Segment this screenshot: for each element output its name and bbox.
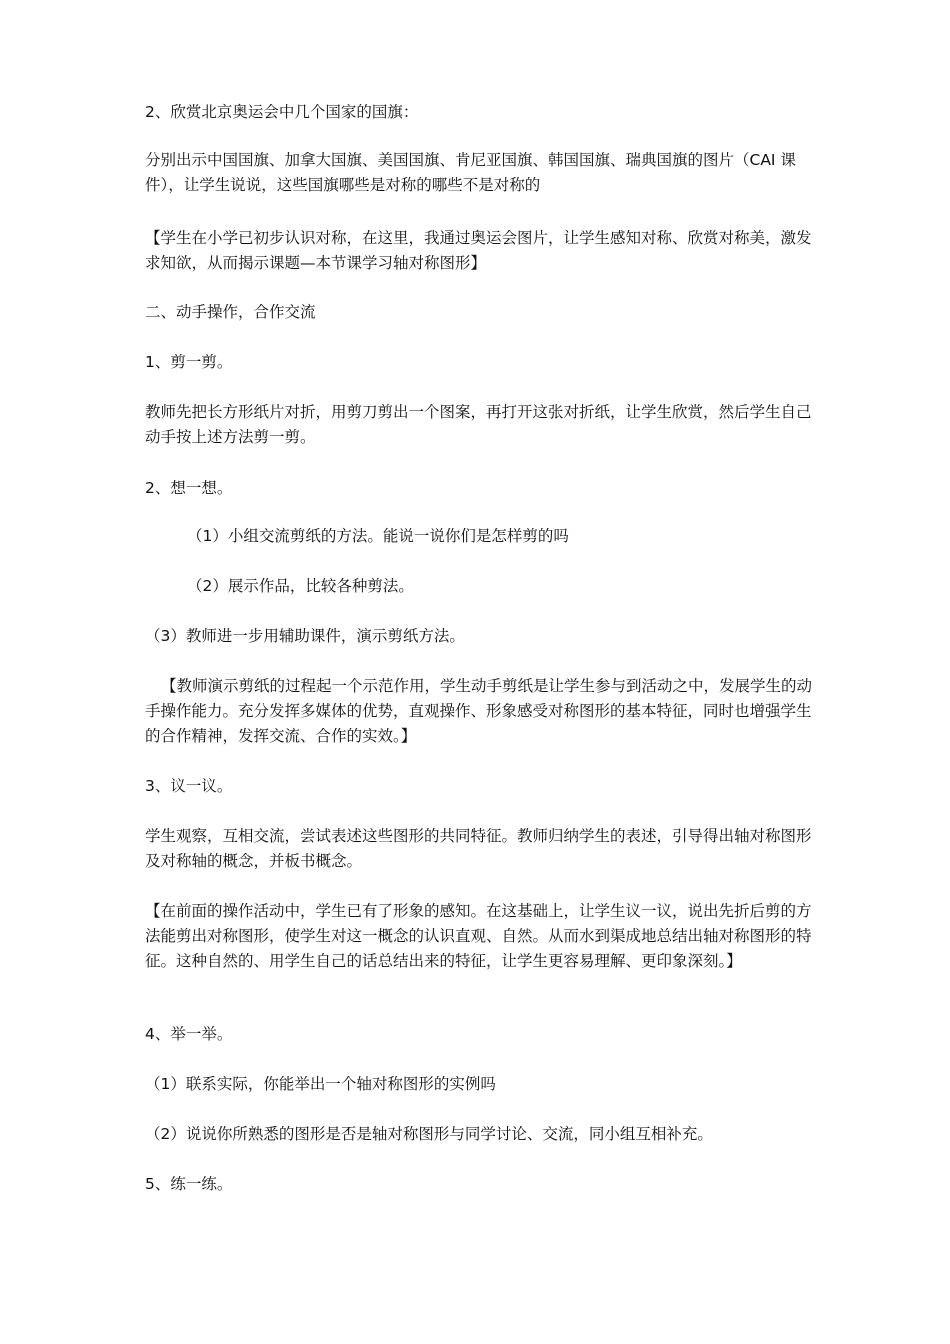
paragraph-think-item-1: （1）小组交流剪纸的方法。能说一说你们是怎样剪的吗 (187, 527, 569, 545)
paragraph-teacher-cuts: 教师先把长方形纸片对折，用剪刀剪出一个图案，再打开这张对折纸，让学生欣赏，然后学生自己动手按上述方法剪一剪。 (145, 403, 812, 446)
paragraph-students-observe: 学生观察，互相交流，尝试表述这些图形的共同特征。教师归纳学生的表述，引导得出轴对称图形及对称轴的概念，并板书概念。 (145, 827, 812, 870)
paragraph-think-item-3: （3）教师进一步用辅助课件，演示剪纸方法。 (145, 627, 465, 645)
paragraph-appreciate-flags-heading: 2、欣赏北京奥运会中几个国家的国旗： (145, 103, 419, 121)
paragraph-think-heading: 2、想一想。 (145, 479, 233, 497)
paragraph-examples-item-2: （2）说说你所熟悉的图形是否是轴对称图形与同学讨论、交流，同小组互相补充。 (145, 1125, 713, 1143)
paragraph-note-symmetry-intro: 【学生在小学已初步认识对称，在这里，我通过奥运会图片，让学生感知对称、欣赏对称美，激发求知欲，从而揭示课题—本节课学习轴对称图形】 (145, 229, 812, 272)
paragraph-discuss-heading: 3、议一议。 (145, 777, 233, 795)
paragraph-show-flags: 分别出示中国国旗、加拿大国旗、美国国旗、肯尼亚国旗、韩国国旗、瑞典国旗的图片（CAI 课件），让学生说说，这些国旗哪些是对称的哪些不是对称的 (145, 151, 796, 194)
paragraph-cut-heading: 1、剪一剪。 (145, 353, 233, 371)
paragraph-examples-heading: 4、举一举。 (145, 1025, 233, 1043)
section-heading-hands-on: 二、动手操作，合作交流 (145, 303, 316, 321)
paragraph-examples-item-1: （1）联系实际，你能举出一个轴对称图形的实例吗 (145, 1075, 496, 1093)
paragraph-note-demo: 【教师演示剪纸的过程起一个示范作用，学生动手剪纸是让学生参与到活动之中，发展学生的动手操作能力。充分发挥多媒体的优势，直观操作、形象感受对称图形的基本特征，同时也增强学生的合作精神，发挥交流、合作的实效。】 (145, 677, 813, 745)
paragraph-note-operation: 【在前面的操作活动中，学生已有了形象的感知。在这基础上，让学生议一议，说出先折后剪的方法能剪出对称图形，使学生对这一概念的认识直观、自然。从而水到渠成地总结出轴对称图形的特征。这种自然的、用学生自己的话总结出来的特征，让学生更容易理解、更印象深刻。】 (145, 902, 812, 970)
paragraph-practice-heading: 5、练一练。 (145, 1175, 233, 1193)
paragraph-think-item-2: （2）展示作品，比较各种剪法。 (187, 577, 414, 595)
